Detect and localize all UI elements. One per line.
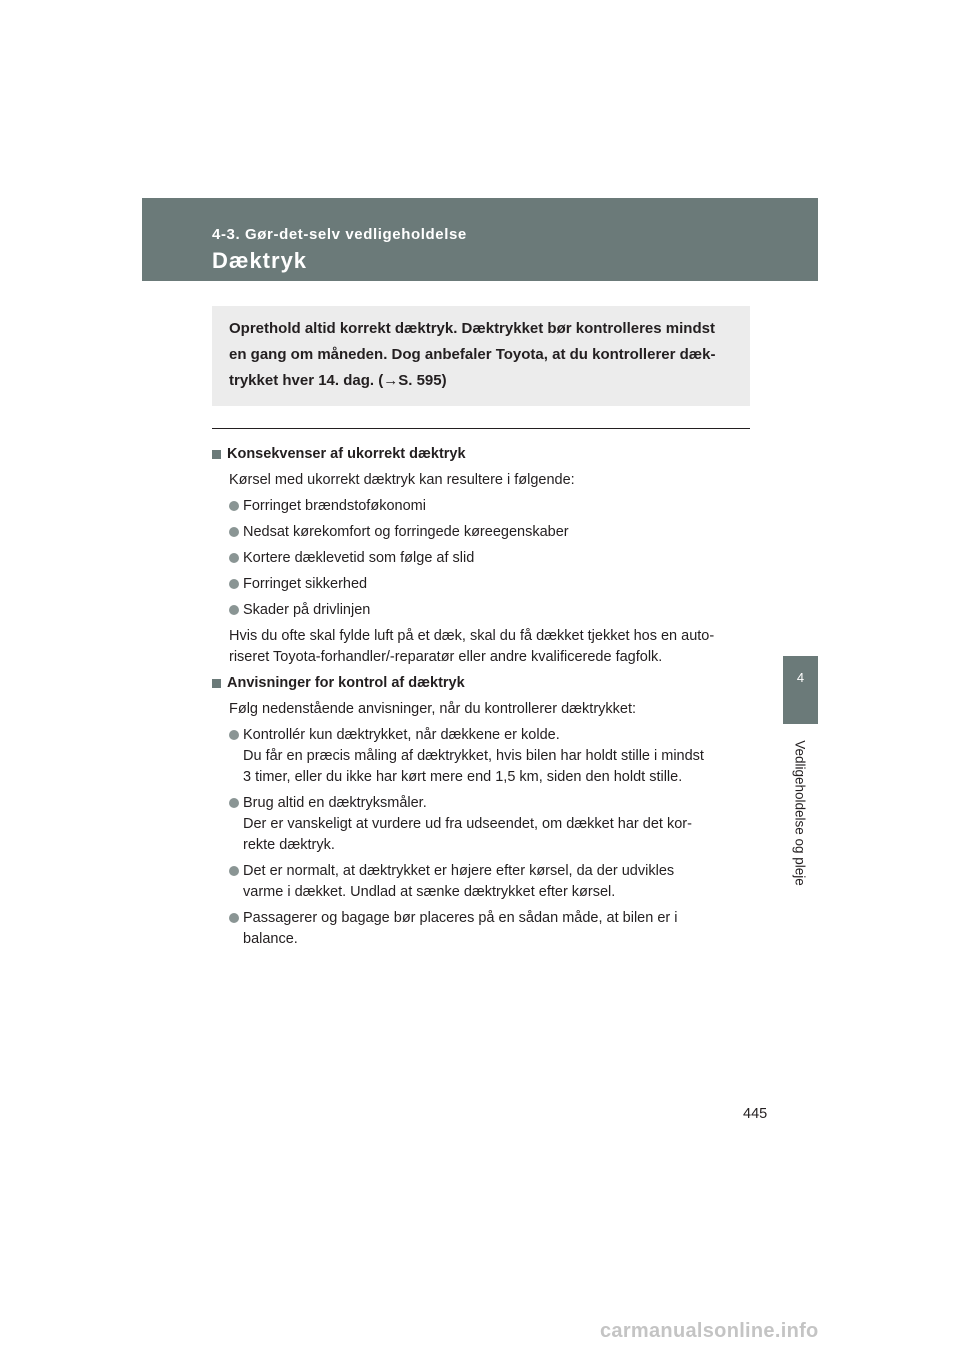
intro-line xyxy=(229,368,739,394)
arrow-icon: → xyxy=(383,372,399,389)
square-bullet-icon xyxy=(212,450,221,459)
list-item xyxy=(212,548,744,569)
circle-bullet-icon xyxy=(229,913,239,923)
list-item-text: Skader på drivlinjen xyxy=(243,602,371,618)
list-item-text: Kortere dæklevetid som følge af slid xyxy=(243,550,475,566)
note-line: riseret Toyota-forhandler/-reparatør eller andre kvalificerede fagfolk. xyxy=(229,649,663,665)
list-item-line: Brug altid en dæktryksmåler. xyxy=(243,795,427,811)
circle-bullet-icon xyxy=(229,527,239,537)
section-heading xyxy=(212,673,744,694)
list-item xyxy=(212,574,744,595)
list-item-line: varme i dækket. Undlad at sænke dæktrykket efter kørsel. xyxy=(243,884,616,900)
circle-bullet-icon xyxy=(229,605,239,615)
intro-text xyxy=(229,316,739,394)
lead-paragraph: Følg nedenstående anvisninger, når du kontrollerer dæktrykket: xyxy=(229,701,637,717)
chapter-tab xyxy=(783,656,818,724)
list-item-line: Du får en præcis måling af dæktrykket, hvis bilen har holdt stille i mindst xyxy=(243,748,704,764)
circle-bullet-icon xyxy=(229,579,239,589)
intro-line: en gang om måneden. Dog anbefaler Toyota, at du kontrollerer dæk- xyxy=(229,346,716,363)
list-item-line: balance. xyxy=(243,931,298,947)
list-item xyxy=(212,522,744,543)
note-line: Hvis du ofte skal fylde luft på et dæk, skal du få dækket tjekket hos en auto- xyxy=(229,628,715,644)
page-title: Dæktryk xyxy=(212,248,308,273)
circle-bullet-icon xyxy=(229,798,239,808)
divider xyxy=(212,428,750,429)
list-item-line: 3 timer, eller du ikke har kørt mere end 1,5 km, siden den holdt stille. xyxy=(243,769,683,785)
section-label: 4-3. Gør-det-selv vedligeholdelse xyxy=(212,226,467,243)
list-item-line: Passagerer og bagage bør placeres på en sådan måde, at bilen er i xyxy=(243,910,678,926)
circle-bullet-icon xyxy=(229,730,239,740)
list-item-text: Nedsat kørekomfort og forringede køreegenskaber xyxy=(243,524,569,540)
circle-bullet-icon xyxy=(229,553,239,563)
page-reference: S. 595) xyxy=(398,372,447,389)
list-item-line: rekte dæktryk. xyxy=(243,837,335,853)
square-bullet-icon xyxy=(212,679,221,688)
list-item-text: Forringet sikkerhed xyxy=(243,576,368,592)
main-content xyxy=(212,444,744,955)
section-heading-text: Konsekvenser af ukorrekt dæktryk xyxy=(227,446,466,462)
list-item xyxy=(212,793,744,856)
list-item-line: Kontrollér kun dæktrykket, når dækkene er kolde. xyxy=(243,727,560,743)
lead-paragraph: Kørsel med ukorrekt dæktryk kan resultere i følgende: xyxy=(229,472,575,488)
list-item xyxy=(212,496,744,517)
note-paragraph xyxy=(212,626,744,668)
circle-bullet-icon xyxy=(229,501,239,511)
list-item xyxy=(212,861,744,903)
section-heading-text: Anvisninger for kontrol af dæktryk xyxy=(227,675,465,691)
circle-bullet-icon xyxy=(229,866,239,876)
watermark: carmanualsonline.info xyxy=(600,1320,819,1342)
list-item xyxy=(212,908,744,950)
intro-line: Oprethold altid korrekt dæktryk. Dæktrykket bør kontrolleres mindst xyxy=(229,320,715,337)
chapter-number: 4 xyxy=(796,670,805,685)
intro-text-fragment: trykket hver 14. dag. ( xyxy=(229,372,384,389)
list-item xyxy=(212,725,744,788)
page-number: 445 xyxy=(743,1106,768,1122)
list-item-line: Det er normalt, at dæktrykket er højere efter kørsel, da der udvikles xyxy=(243,863,675,879)
intro-box xyxy=(212,306,750,406)
list-item-line: Der er vanskeligt at vurdere ud fra udseendet, om dækket har det kor- xyxy=(243,816,692,832)
chapter-header-band xyxy=(142,198,818,281)
list-item xyxy=(212,600,744,621)
chapter-side-label: Vedligeholdelse og pleje xyxy=(792,740,808,886)
section-heading xyxy=(212,444,744,465)
list-item-text: Forringet brændstoføkonomi xyxy=(243,498,426,514)
